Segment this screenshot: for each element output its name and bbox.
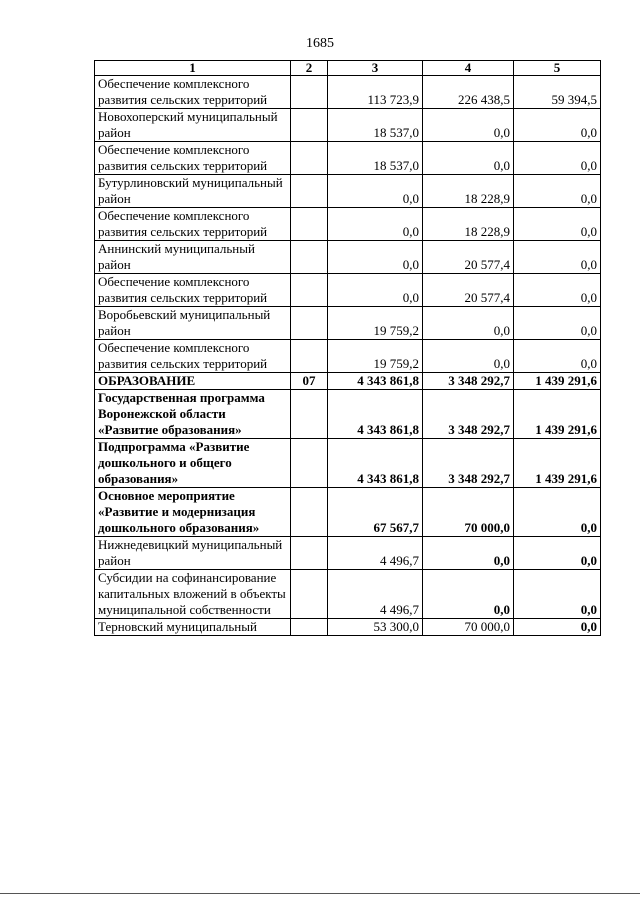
row-value-5: 59 394,5 — [514, 76, 601, 109]
row-value-4: 226 438,5 — [423, 76, 514, 109]
row-value-5: 0,0 — [514, 570, 601, 619]
row-value-4: 3 348 292,7 — [423, 439, 514, 488]
row-value-3: 53 300,0 — [328, 619, 423, 636]
row-code — [291, 488, 328, 537]
row-value-4: 3 348 292,7 — [423, 373, 514, 390]
budget-table — [94, 60, 601, 636]
table-row — [95, 537, 601, 570]
row-name: Обеспечение комплексного развития сельских территорий — [95, 142, 291, 175]
table-row — [95, 241, 601, 274]
row-value-5: 0,0 — [514, 142, 601, 175]
header-col-4: 4 — [423, 61, 514, 76]
row-name: Обеспечение комплексного развития сельских территорий — [95, 208, 291, 241]
row-value-5: 0,0 — [514, 307, 601, 340]
row-value-3: 4 343 861,8 — [328, 390, 423, 439]
table-row — [95, 76, 601, 109]
table-row — [95, 208, 601, 241]
row-name: ОБРАЗОВАНИЕ — [95, 373, 291, 390]
row-value-5: 0,0 — [514, 208, 601, 241]
row-value-5: 0,0 — [514, 488, 601, 537]
table-row — [95, 340, 601, 373]
row-value-4: 3 348 292,7 — [423, 390, 514, 439]
row-value-5: 0,0 — [514, 537, 601, 570]
row-value-5: 1 439 291,6 — [514, 373, 601, 390]
row-code — [291, 570, 328, 619]
row-value-4: 18 228,9 — [423, 175, 514, 208]
row-code — [291, 340, 328, 373]
row-value-4: 0,0 — [423, 109, 514, 142]
row-code — [291, 76, 328, 109]
row-value-5: 0,0 — [514, 175, 601, 208]
row-value-4: 0,0 — [423, 537, 514, 570]
row-value-3: 18 537,0 — [328, 109, 423, 142]
row-code — [291, 307, 328, 340]
row-value-4: 0,0 — [423, 570, 514, 619]
row-name: Основное мероприятие «Развитие и модернизация дошкольного образования» — [95, 488, 291, 537]
row-name: Обеспечение комплексного развития сельских территорий — [95, 274, 291, 307]
row-name: Подпрограмма «Развитие дошкольного и общего образования» — [95, 439, 291, 488]
row-value-3: 0,0 — [328, 208, 423, 241]
row-value-5: 1 439 291,6 — [514, 439, 601, 488]
row-value-4: 70 000,0 — [423, 488, 514, 537]
table-row — [95, 175, 601, 208]
row-name: Обеспечение комплексного развития сельских территорий — [95, 340, 291, 373]
row-name: Новохоперский муниципальный район — [95, 109, 291, 142]
header-col-1: 1 — [95, 61, 291, 76]
row-value-5: 0,0 — [514, 274, 601, 307]
row-name: Терновский муниципальный — [95, 619, 291, 636]
row-name: Обеспечение комплексного развития сельских территорий — [95, 76, 291, 109]
row-code — [291, 439, 328, 488]
row-code — [291, 208, 328, 241]
row-name: Государственная программа Воронежской области «Развитие образования» — [95, 390, 291, 439]
row-value-5: 0,0 — [514, 109, 601, 142]
row-name: Субсидии на софинансирование капитальных вложений в объекты муниципальной собственности — [95, 570, 291, 619]
row-code — [291, 241, 328, 274]
row-value-3: 4 496,7 — [328, 570, 423, 619]
row-name: Воробьевский муниципальный район — [95, 307, 291, 340]
row-value-3: 19 759,2 — [328, 340, 423, 373]
row-value-3: 0,0 — [328, 241, 423, 274]
row-value-4: 18 228,9 — [423, 208, 514, 241]
page-bottom-divider — [0, 893, 640, 894]
row-value-5: 0,0 — [514, 241, 601, 274]
row-value-3: 0,0 — [328, 274, 423, 307]
row-value-4: 0,0 — [423, 142, 514, 175]
row-value-3: 19 759,2 — [328, 307, 423, 340]
row-code — [291, 390, 328, 439]
header-row — [95, 61, 601, 76]
row-name: Аннинский муниципальный район — [95, 241, 291, 274]
row-value-3: 67 567,7 — [328, 488, 423, 537]
row-code — [291, 142, 328, 175]
row-value-3: 18 537,0 — [328, 142, 423, 175]
header-col-3: 3 — [328, 61, 423, 76]
table-row — [95, 570, 601, 619]
row-code — [291, 619, 328, 636]
table-row — [95, 307, 601, 340]
row-code — [291, 537, 328, 570]
row-value-5: 0,0 — [514, 340, 601, 373]
row-code — [291, 274, 328, 307]
row-name: Нижнедевицкий муниципальный район — [95, 537, 291, 570]
row-value-4: 20 577,4 — [423, 274, 514, 307]
row-value-5: 1 439 291,6 — [514, 390, 601, 439]
row-value-4: 0,0 — [423, 307, 514, 340]
row-value-3: 113 723,9 — [328, 76, 423, 109]
row-code — [291, 175, 328, 208]
table-row — [95, 109, 601, 142]
table-row — [95, 619, 601, 636]
row-value-3: 4 496,7 — [328, 537, 423, 570]
row-value-3: 0,0 — [328, 175, 423, 208]
row-value-5: 0,0 — [514, 619, 601, 636]
row-value-4: 20 577,4 — [423, 241, 514, 274]
header-col-5: 5 — [514, 61, 601, 76]
row-code: 07 — [291, 373, 328, 390]
table-row-subprogram — [95, 439, 601, 488]
table-row-section — [95, 373, 601, 390]
page-number: 1685 — [306, 36, 334, 51]
row-value-4: 70 000,0 — [423, 619, 514, 636]
table-row — [95, 142, 601, 175]
row-name: Бутурлиновский муниципальный район — [95, 175, 291, 208]
header-col-2: 2 — [291, 61, 328, 76]
row-value-3: 4 343 861,8 — [328, 439, 423, 488]
row-value-4: 0,0 — [423, 340, 514, 373]
table-row-main-activity — [95, 488, 601, 537]
table-row — [95, 274, 601, 307]
row-value-3: 4 343 861,8 — [328, 373, 423, 390]
table-row-program — [95, 390, 601, 439]
row-code — [291, 109, 328, 142]
